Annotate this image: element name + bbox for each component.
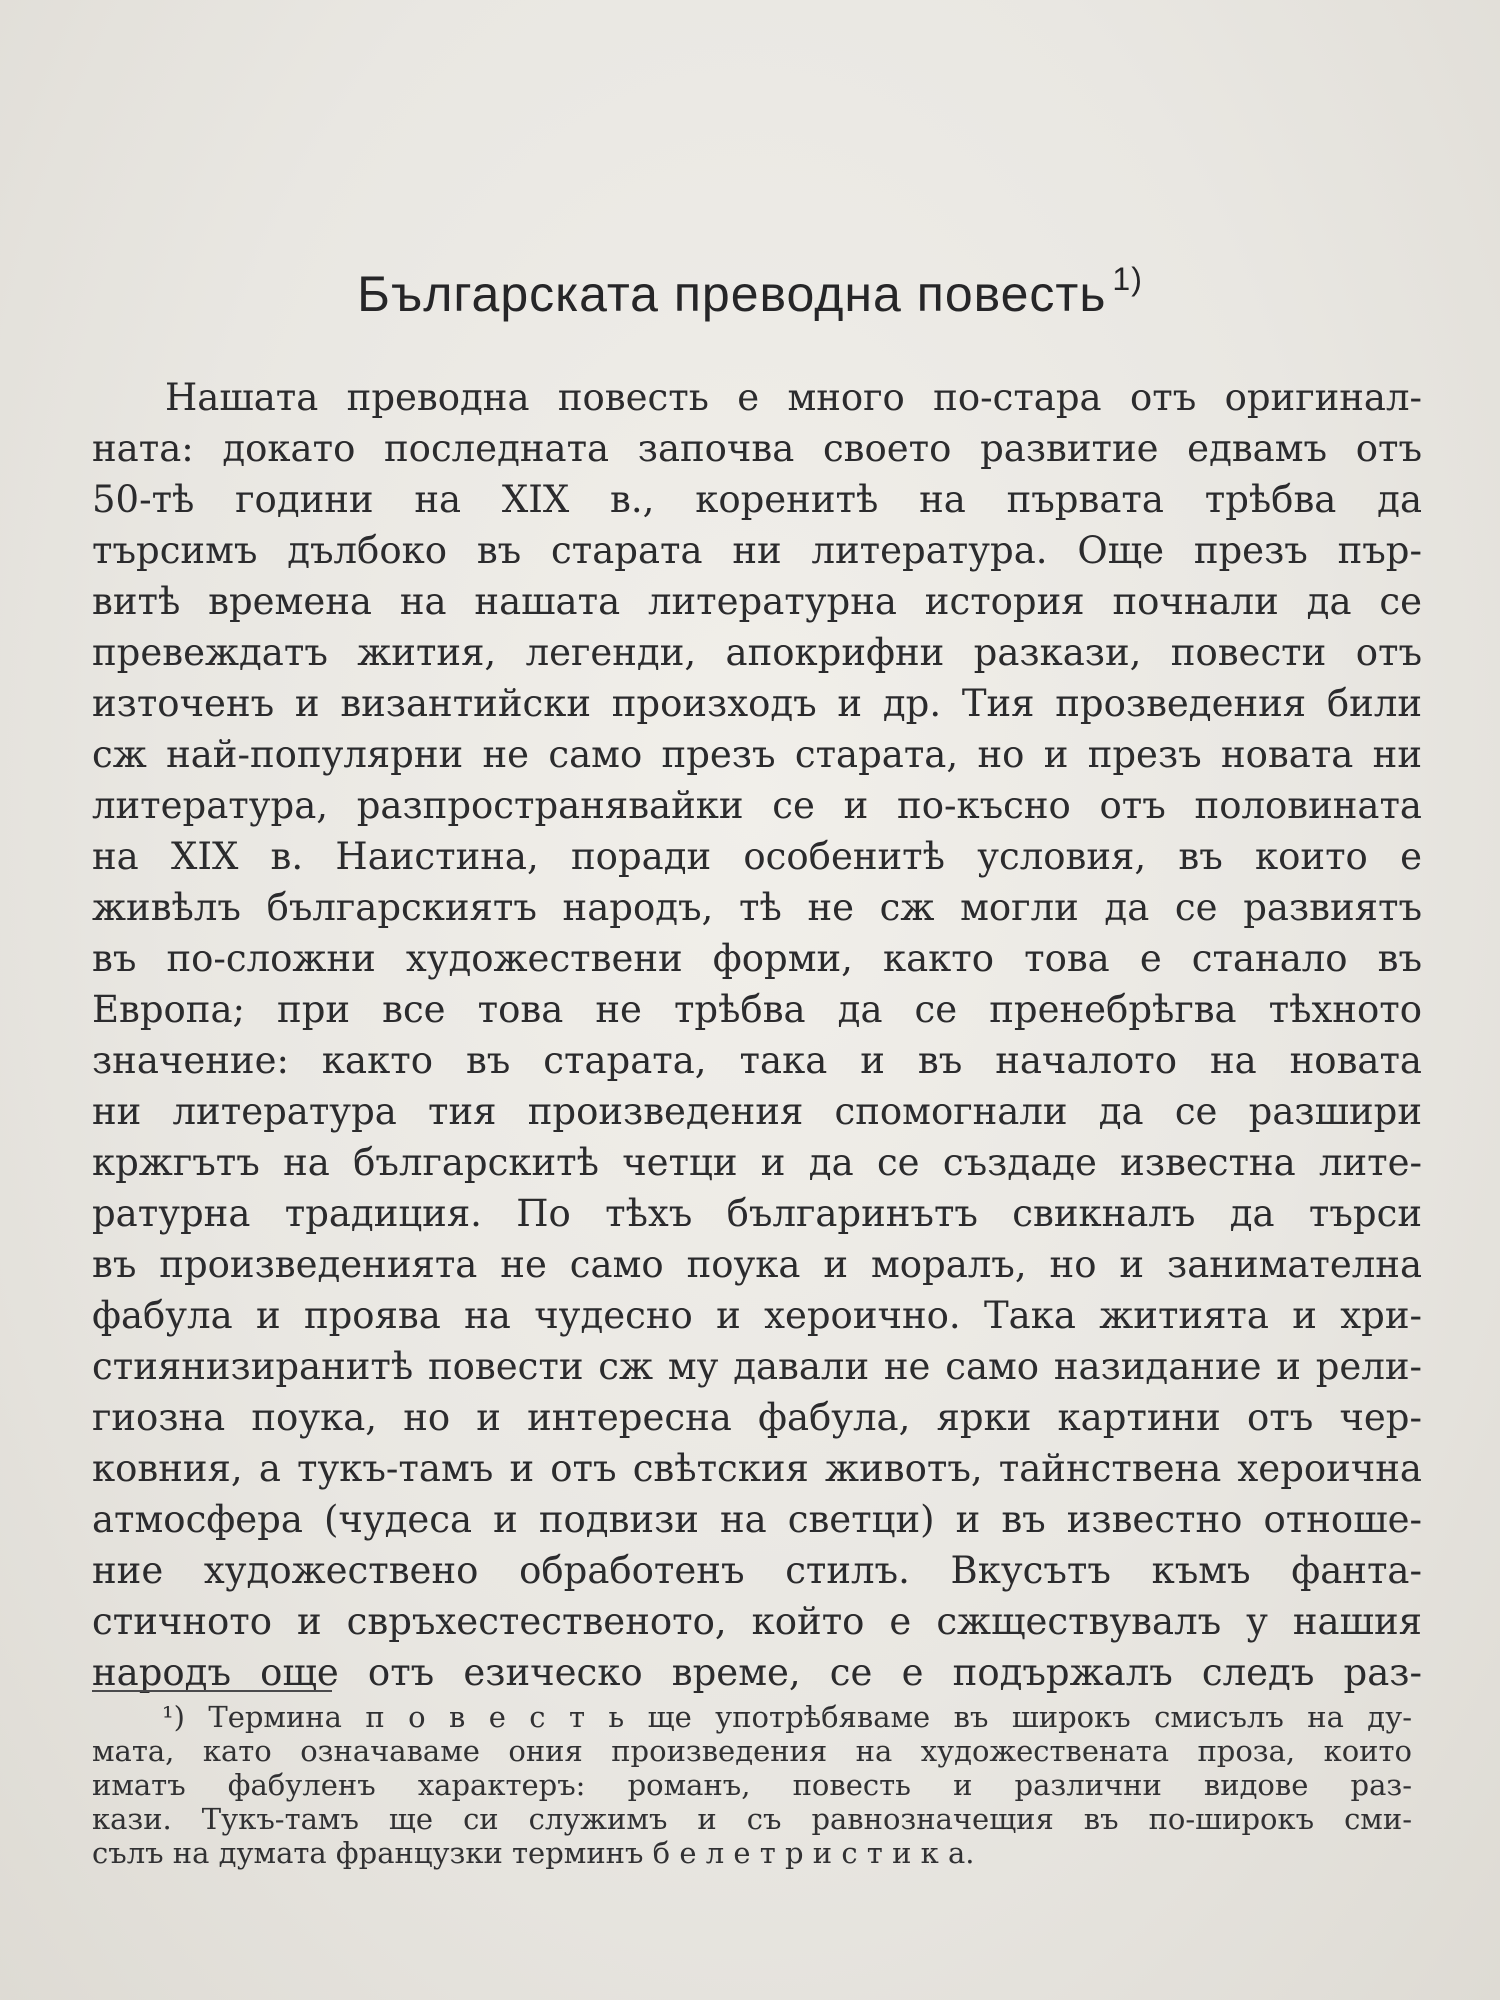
body-line: ната: докато последната започва своето развитие едвамъ отъ: [92, 427, 1422, 470]
footnote-line: иматъ фабуленъ характеръ: романъ, повесть и различни видове раз-: [92, 1768, 1412, 1802]
body-line: ковния, а тукъ-тамъ и отъ свѣтския животъ, тайнствена хероична: [92, 1447, 1422, 1490]
body-line: витѣ времена на нашата литературна история почнали да се: [92, 580, 1422, 623]
body-line: Нашата преводна повесть е много по-стара отъ оригинал-: [165, 376, 1422, 419]
body-line: източенъ и византийски произходъ и др. Тия прозведения били: [92, 682, 1422, 725]
body-line: превеждатъ жития, легенди, апокрифни разкази, повести отъ: [92, 631, 1422, 674]
body-line: ние художествено обработенъ стилъ. Вкусътъ къмъ фанта-: [92, 1549, 1422, 1592]
body-line: стичното и свръхестественото, който е сжществувалъ у нашия: [92, 1600, 1422, 1643]
footnote-line: сълъ на думата французки терминъ б е л е т р и с т и к а.: [92, 1836, 975, 1870]
body-line: живѣлъ българскиятъ народъ, тѣ не сж могли да се развиятъ: [92, 886, 1422, 929]
body-line: кржгътъ на българскитѣ четци и да се създаде известна лите-: [92, 1141, 1422, 1184]
body-line: гиозна поука, но и интересна фабула, ярки картини отъ чер-: [92, 1396, 1422, 1439]
body-line: въ произведенията не само поука и моралъ, но и занимателна: [92, 1243, 1422, 1286]
body-line: Европа; при все това не трѣбва да се пренебрѣгва тѣхното: [92, 988, 1422, 1031]
chapter-title-text: Българската преводна повесть: [357, 266, 1107, 322]
body-line: народъ още отъ езическо време, се е подържалъ следъ раз-: [92, 1651, 1422, 1694]
chapter-title: [0, 261, 1500, 323]
body-line: търсимъ дълбоко въ старата ни литература. Още презъ пър-: [92, 529, 1422, 572]
body-line: значение: както въ старата, така и въ началото на новата: [92, 1039, 1422, 1082]
body-line: 50-тѣ години на XIX в., коренитѣ на първата трѣбва да: [92, 478, 1422, 521]
body-line: ни литература тия произведения спомогнали да се разшири: [92, 1090, 1422, 1133]
body-line: сж най-популярни не само презъ старата, но и презъ новата ни: [92, 733, 1422, 776]
body-text: [92, 372, 1422, 1698]
body-line: ратурна традиция. По тѣхъ българинътъ свикналъ да търси: [92, 1192, 1422, 1235]
footnote-line: кази. Тукъ-тамъ ще си служимъ и съ равнозначещия въ по-широкъ сми-: [92, 1802, 1412, 1836]
body-line: стиянизиранитѣ повести сж му давали не само назидание и рели-: [92, 1345, 1422, 1388]
body-line: на XIX в. Наистина, поради особенитѣ условия, въ които е: [92, 835, 1422, 878]
footnote-line: ¹) Термина п о в е с т ь ще употрѣбяваме въ широкъ смисълъ на ду-: [162, 1700, 1412, 1734]
body-line: въ по-сложни художествени форми, както това е станало въ: [92, 937, 1422, 980]
footnote: [92, 1700, 1412, 1870]
body-line: литература, разпространявайки се и по-късно отъ половината: [92, 784, 1422, 827]
footnote-divider: [92, 1690, 332, 1692]
title-footnote-marker: 1): [1112, 261, 1143, 297]
footnote-line: мата, като означаваме ония произведения на художествената проза, които: [92, 1734, 1412, 1768]
body-line: атмосфера (чудеса и подвизи на светци) и въ известно отноше-: [92, 1498, 1422, 1541]
body-line: фабула и проява на чудесно и хероично. Така житията и хри-: [92, 1294, 1422, 1337]
